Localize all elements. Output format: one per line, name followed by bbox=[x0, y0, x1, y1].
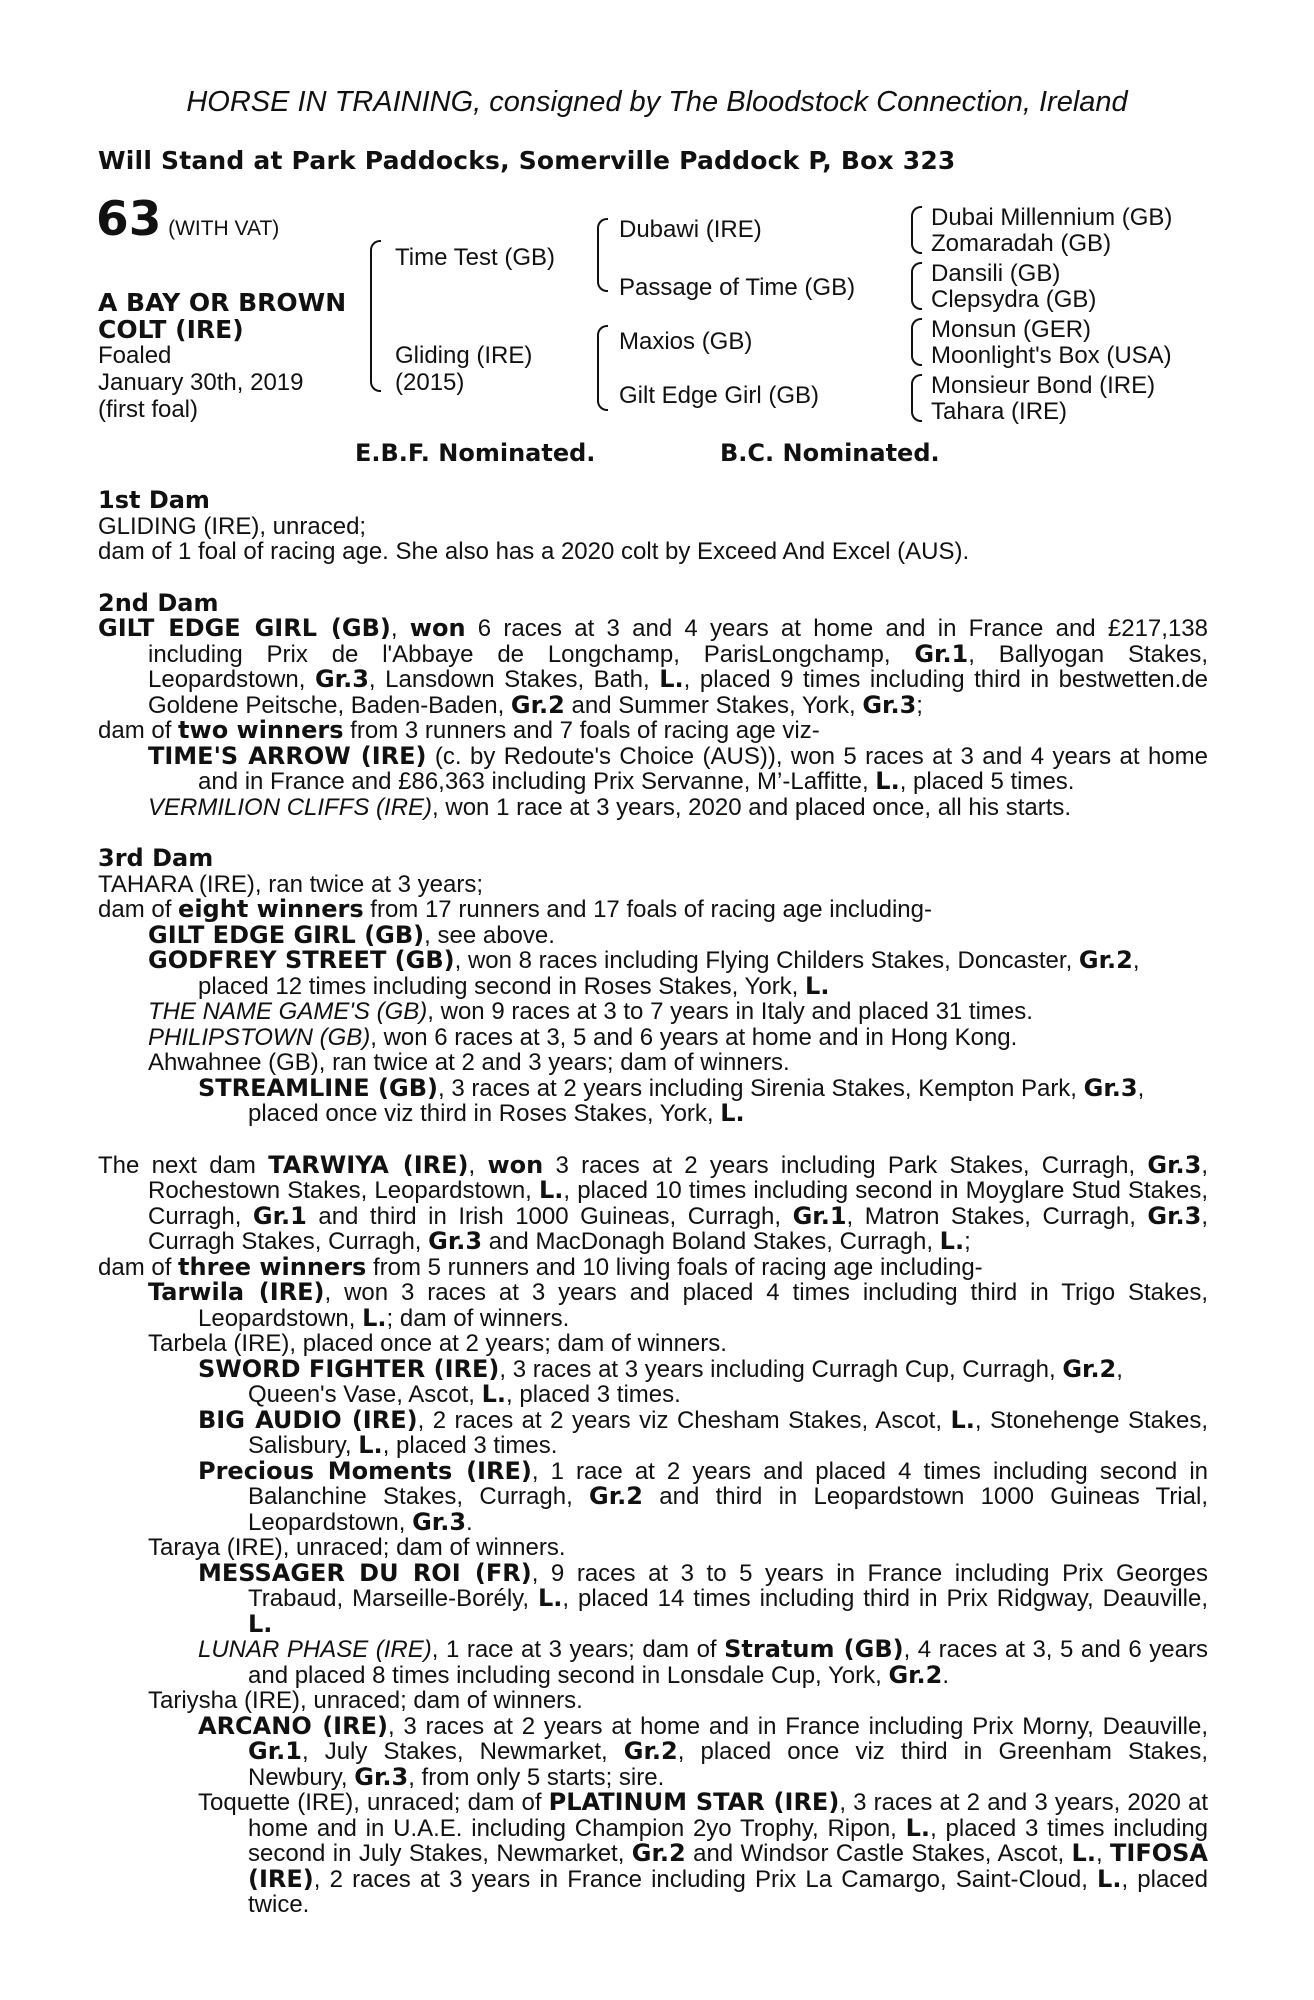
first-dam-heading: 1st Dam bbox=[98, 486, 210, 514]
horse-name: GODFREY STREET (GB) bbox=[148, 946, 455, 974]
listed-label: L. bbox=[939, 1227, 965, 1255]
stand-location: Will Stand at Park Paddocks, Somerville Paddock P, Box 323 bbox=[98, 146, 956, 175]
produce-entry-ahwahnee: Ahwahnee (GB), ran twice at 2 and 3 years; dam of winners. bbox=[148, 1049, 790, 1076]
record-text: and Windsor Castle Stakes, Ascot, bbox=[685, 1840, 1072, 1867]
pedigree-gen3-2: Zomaradah (GB) bbox=[931, 230, 1112, 257]
record-text: dam of bbox=[98, 717, 179, 744]
pedigree-brace-g1 bbox=[911, 206, 922, 254]
grade-label: Gr.2 bbox=[1078, 946, 1133, 974]
grade-label: Gr.3 bbox=[428, 1227, 483, 1255]
grade-label: Gr.3 bbox=[354, 1762, 409, 1791]
ebf-nomination: E.B.F. Nominated. bbox=[355, 439, 596, 467]
produce-entry-precious-moments bbox=[98, 1456, 1208, 1536]
third-dam-line: TAHARA (IRE), ran twice at 3 years; bbox=[98, 870, 483, 898]
record-text: , won 1 race at 3 years, 2020 and placed once, all his starts. bbox=[432, 793, 1072, 821]
record-text: , placed once viz third in Roses Stakes, York, bbox=[248, 1074, 1145, 1127]
record-text: . bbox=[466, 1508, 473, 1536]
listed-label: L. bbox=[358, 1431, 383, 1459]
record-text: and Summer Stakes, York, bbox=[564, 691, 863, 719]
record-text: from 17 runners and 17 foals of racing age including- bbox=[363, 896, 932, 923]
listed-label: L. bbox=[720, 1099, 745, 1127]
pedigree-gen3-5: Monsun (GER) bbox=[931, 316, 1092, 343]
winners-count: three winners bbox=[178, 1252, 367, 1281]
pedigree-gen3-3: Dansili (GB) bbox=[931, 260, 1061, 287]
horse-name: TARWIYA (IRE) bbox=[268, 1150, 469, 1179]
record-text: , placed 5 times. bbox=[899, 768, 1075, 795]
record-text: , 1 race at 2 years and placed 4 times including second in Balanchine Stakes, Curragh, bbox=[248, 1457, 1208, 1510]
horse-name: Tarwila (IRE) bbox=[148, 1278, 325, 1306]
horse-name: PHILIPSTOWN (GB) bbox=[148, 1023, 371, 1051]
horse-name: SWORD FIGHTER (IRE) bbox=[198, 1354, 500, 1383]
pedigree-gen3-4: Clepsydra (GB) bbox=[931, 286, 1097, 313]
listed-label: L. bbox=[659, 665, 684, 693]
produce-entry-gilt-edge-girl bbox=[98, 920, 1208, 949]
pedigree-brace-dam bbox=[597, 325, 608, 411]
winners-count: two winners bbox=[178, 716, 344, 744]
listed-label: L. bbox=[538, 1176, 564, 1204]
listed-label: L. bbox=[362, 1303, 387, 1332]
record-text: The next dam bbox=[98, 1151, 269, 1179]
listed-label: L. bbox=[950, 1405, 975, 1434]
listed-label: L. bbox=[537, 1584, 563, 1612]
pedigree-gen3-6: Moonlight's Box (USA) bbox=[931, 342, 1172, 369]
produce-entry-messager-du-roi bbox=[98, 1558, 1209, 1638]
third-dam-heading: 3rd Dam bbox=[98, 844, 214, 872]
separator: , bbox=[1095, 1840, 1111, 1867]
horse-name: VERMILION CLIFFS (IRE) bbox=[148, 793, 433, 821]
foaled-label: Foaled bbox=[98, 342, 172, 369]
second-dam-produce bbox=[98, 718, 1208, 744]
horse-name: STREAMLINE (GB) bbox=[198, 1073, 438, 1102]
horse-name: Stratum (GB) bbox=[724, 1635, 904, 1663]
record-text: , 4 races at 3, 5 and 6 years and placed 8 times including second in Lonsdale Cup, York, bbox=[248, 1636, 1208, 1689]
produce-entry-philipstown bbox=[98, 1025, 1208, 1051]
grade-label: Gr.2 bbox=[1062, 1354, 1117, 1383]
record-text: and MacDonagh Boland Stakes, Curragh, bbox=[482, 1228, 940, 1255]
spacer bbox=[98, 1127, 1208, 1153]
pedigree-brace-gen1 bbox=[370, 240, 381, 392]
listed-label: L. bbox=[1097, 1864, 1122, 1893]
record-text: , see above. bbox=[424, 921, 555, 949]
record-text: , placed once viz third in Greenham Stakes, Newbury, bbox=[248, 1738, 1208, 1791]
horse-name: BIG AUDIO (IRE) bbox=[198, 1405, 418, 1434]
pedigree-sire-sire: Dubawi (IRE) bbox=[619, 216, 762, 243]
produce-entry-godfrey-street bbox=[98, 948, 1208, 999]
second-dam-heading: 2nd Dam bbox=[98, 588, 219, 617]
record-text: . bbox=[942, 1661, 950, 1689]
record-text: , 3 races at 2 years including Sirenia Stakes, Kempton Park, bbox=[437, 1074, 1084, 1102]
grade-label: Gr.2 bbox=[623, 1737, 678, 1765]
record-text: , 2 races at 2 years viz Chesham Stakes, Ascot, bbox=[417, 1406, 951, 1434]
spacer bbox=[98, 820, 1208, 846]
first-foal-note: (first foal) bbox=[98, 396, 199, 423]
grade-label: Gr.2 bbox=[888, 1660, 943, 1689]
horse-name: GILT EDGE GIRL (GB) bbox=[98, 614, 391, 642]
record-text: from 5 runners and 10 living foals of racing age including- bbox=[366, 1253, 983, 1281]
lot-desc-1: A BAY OR BROWN bbox=[98, 288, 347, 317]
produce-entry-tariysha: Tariysha (IRE), unraced; dam of winners. bbox=[148, 1687, 583, 1714]
third-dam-produce bbox=[98, 897, 1208, 923]
produce-entry-tarwila bbox=[98, 1280, 1208, 1331]
grade-label: Gr.3 bbox=[412, 1507, 467, 1536]
produce-entry-the-name-games bbox=[98, 999, 1208, 1025]
first-dam-produce: dam of 1 foal of racing age. She also has a 2020 colt by Exceed And Excel (AUS). bbox=[98, 538, 970, 565]
record-text: , Ballyogan Stakes, Leopardstown, bbox=[148, 640, 1209, 693]
record-text: , Queen's Vase, Ascot, bbox=[248, 1355, 1123, 1408]
lot-number: 63 bbox=[96, 192, 162, 247]
pedigree-brace-g2 bbox=[911, 262, 922, 310]
produce-entry-arcano bbox=[98, 1711, 1209, 1791]
family-notes bbox=[98, 488, 1208, 1918]
won-label: won bbox=[487, 1150, 544, 1179]
produce-entry-big-audio bbox=[98, 1405, 1209, 1459]
horse-name: GILT EDGE GIRL (GB) bbox=[148, 920, 425, 949]
grade-label: Gr.1 bbox=[248, 1737, 302, 1765]
record-text: and third in Leopardstown 1000 Guineas Trial, Leopardstown, bbox=[248, 1483, 1208, 1536]
pedigree-dam-sire: Maxios (GB) bbox=[619, 328, 753, 355]
record-text: , 3 races at 2 and 3 years, 2020 at home and in U.A.E. including Champion 2yo Trophy, Ripon, bbox=[248, 1789, 1208, 1842]
produce-entry-taraya: Taraya (IRE), unraced; dam of winners. bbox=[148, 1534, 566, 1561]
second-dam-entry bbox=[98, 616, 1208, 718]
record-text: and third in Irish 1000 Guineas, Curragh, bbox=[306, 1202, 793, 1230]
record-text: , placed 9 times including third in bestwetten.de Goldene Peitsche, Baden-Baden, bbox=[148, 666, 1209, 719]
pedigree-brace-g3 bbox=[911, 318, 922, 366]
grade-label: Gr.3 bbox=[1147, 1201, 1202, 1230]
record-text: Toquette (IRE), unraced; dam of bbox=[198, 1789, 549, 1816]
record-text: , Curragh Stakes, Curragh, bbox=[148, 1202, 1209, 1255]
vat-note: (WITH VAT) bbox=[168, 217, 280, 240]
horse-name: THE NAME GAME'S (GB) bbox=[148, 998, 428, 1025]
pedigree-gen3-7: Monsieur Bond (IRE) bbox=[931, 372, 1156, 399]
record-text: , July Stakes, Newmarket, bbox=[301, 1738, 624, 1765]
next-dam-entry bbox=[98, 1150, 1209, 1255]
horse-name: LUNAR PHASE (IRE) bbox=[198, 1636, 432, 1663]
first-dam-line: GLIDING (IRE), unraced; bbox=[98, 512, 367, 540]
produce-entry-lunar-phase bbox=[98, 1637, 1208, 1688]
grade-label: Gr.1 bbox=[792, 1201, 847, 1230]
pedigree-brace-g4 bbox=[911, 374, 922, 422]
won-label: won bbox=[409, 614, 466, 642]
grade-label: Gr.1 bbox=[914, 639, 969, 668]
record-text: ; bbox=[916, 691, 923, 719]
record-text: , 9 races at 3 to 5 years in France including Prix Georges Trabaud, Marseille-Borély, bbox=[248, 1559, 1209, 1612]
record-text: , placed 12 times including second in Roses Stakes, York, bbox=[198, 947, 1140, 1000]
pedigree-sire: Time Test (GB) bbox=[395, 244, 556, 271]
produce-entry-streamline bbox=[98, 1073, 1208, 1127]
record-text: from 3 runners and 7 foals of racing age viz- bbox=[343, 717, 820, 744]
record-text: dam of bbox=[98, 1253, 179, 1281]
listed-label: L. bbox=[248, 1609, 273, 1638]
pedigree-dam-year: (2015) bbox=[395, 369, 465, 396]
next-dam-produce bbox=[98, 1252, 1208, 1281]
record-text: , won 8 races including Flying Childers Stakes, Doncaster, bbox=[454, 947, 1079, 974]
grade-label: Gr.3 bbox=[314, 665, 369, 693]
record-text: , won 9 races at 3 to 7 years in Italy and placed 31 times. bbox=[427, 998, 1033, 1025]
record-text: , Matron Stakes, Curragh, bbox=[846, 1202, 1148, 1230]
grade-label: Gr.2 bbox=[589, 1482, 643, 1510]
record-text: , won 3 races at 3 years and placed 4 times including third in Trigo Stakes, Leopardstown, bbox=[198, 1279, 1208, 1332]
grade-label: Gr.3 bbox=[1083, 1073, 1138, 1102]
page-header: HORSE IN TRAINING, consigned by The Bloodstock Connection, Ireland bbox=[186, 86, 1128, 118]
pedigree-dam: Gliding (IRE) bbox=[395, 342, 533, 369]
record-text: , placed 3 times. bbox=[506, 1381, 681, 1408]
separator: , bbox=[468, 1151, 488, 1179]
grade-label: Gr.3 bbox=[862, 690, 917, 719]
lot-desc-2: COLT (IRE) bbox=[98, 315, 244, 344]
produce-entry-tarbela: Tarbela (IRE), placed once at 2 years; dam of winners. bbox=[148, 1330, 727, 1357]
record-text: , 3 races at 3 years including Curragh Cup, Curragh, bbox=[499, 1355, 1063, 1383]
spacer bbox=[98, 565, 1208, 591]
listed-label: L. bbox=[805, 971, 830, 1000]
horse-name: TIME'S ARROW (IRE) bbox=[148, 741, 427, 770]
listed-label: L. bbox=[481, 1380, 507, 1408]
pedigree-gen3-8: Tahara (IRE) bbox=[931, 398, 1068, 425]
record-text: , placed 3 times. bbox=[382, 1432, 558, 1459]
record-text: , 3 races at 2 years at home and in France including Prix Morny, Deauville, bbox=[387, 1712, 1209, 1740]
listed-label: L. bbox=[905, 1813, 931, 1842]
horse-name: Precious Moments (IRE) bbox=[198, 1456, 532, 1485]
pedigree-brace-sire bbox=[597, 218, 608, 292]
record-text: , placed 10 times including second in Moyglare Stud Stakes, Curragh, bbox=[148, 1177, 1208, 1230]
record-text: 6 races at 3 and 4 years at home and in France and £217,138 including Prix de l'Abbaye de Longchamp, ParisLongchamp, bbox=[148, 615, 1208, 668]
listed-label: L. bbox=[875, 767, 900, 795]
record-text: ; bbox=[964, 1228, 971, 1255]
record-text: ; dam of winners. bbox=[386, 1304, 570, 1332]
grade-label: Gr.2 bbox=[510, 690, 565, 719]
record-text: , 1 race at 3 years; dam of bbox=[431, 1636, 725, 1663]
horse-name: ARCANO (IRE) bbox=[198, 1711, 388, 1740]
record-text: , 2 races at 3 years in France including Prix La Camargo, Saint-Cloud, bbox=[313, 1865, 1098, 1893]
pedigree-dam-dam: Gilt Edge Girl (GB) bbox=[619, 382, 820, 409]
horse-name: MESSAGER DU ROI (FR) bbox=[198, 1558, 532, 1587]
record-text: , won 6 races at 3, 5 and 6 years at home and in Hong Kong. bbox=[370, 1023, 1018, 1051]
bc-nomination: B.C. Nominated. bbox=[720, 439, 940, 467]
horse-name: PLATINUM STAR (IRE) bbox=[548, 1788, 840, 1816]
separator: , bbox=[390, 615, 410, 642]
grade-label: Gr.3 bbox=[1147, 1150, 1202, 1179]
record-text: , Stonehenge Stakes, Salisbury, bbox=[248, 1406, 1209, 1459]
produce-entry-vermilion-cliffs bbox=[98, 795, 1208, 821]
record-text: , Rochestown Stakes, Leopardstown, bbox=[148, 1151, 1209, 1204]
produce-entry-toquette bbox=[98, 1790, 1208, 1918]
produce-entry-times-arrow bbox=[98, 741, 1208, 795]
horse-name: TIFOSA (IRE) bbox=[248, 1839, 1208, 1893]
produce-entry-sword-fighter bbox=[98, 1354, 1208, 1408]
record-text: , Lansdown Stakes, Bath, bbox=[368, 666, 660, 693]
foaled-date: January 30th, 2019 bbox=[98, 369, 304, 396]
record-text: 3 races at 2 years including Park Stakes, Curragh, bbox=[543, 1151, 1148, 1179]
record-text: , placed twice. bbox=[248, 1865, 1208, 1918]
listed-label: L. bbox=[1071, 1839, 1096, 1867]
record-text: , placed 14 times including third in Prix Ridgway, Deauville, bbox=[562, 1585, 1209, 1612]
lot-number-line bbox=[96, 192, 280, 247]
record-text: , from only 5 starts; sire. bbox=[408, 1763, 665, 1791]
grade-label: Gr.2 bbox=[631, 1839, 686, 1867]
pedigree-sire-dam: Passage of Time (GB) bbox=[619, 274, 856, 301]
winners-count: eight winners bbox=[178, 895, 364, 923]
record-text: (c. by Redoute's Choice (AUS)), won 5 races at 3 and 4 years at home and in France and £86,363 including Prix Servanne, M’-Laffitte, bbox=[198, 742, 1208, 795]
pedigree-gen3-1: Dubai Millennium (GB) bbox=[931, 204, 1173, 231]
record-text: dam of bbox=[98, 896, 179, 923]
grade-label: Gr.1 bbox=[252, 1201, 307, 1230]
record-text: , placed 3 times including second in July Stakes, Newmarket, bbox=[248, 1814, 1209, 1867]
